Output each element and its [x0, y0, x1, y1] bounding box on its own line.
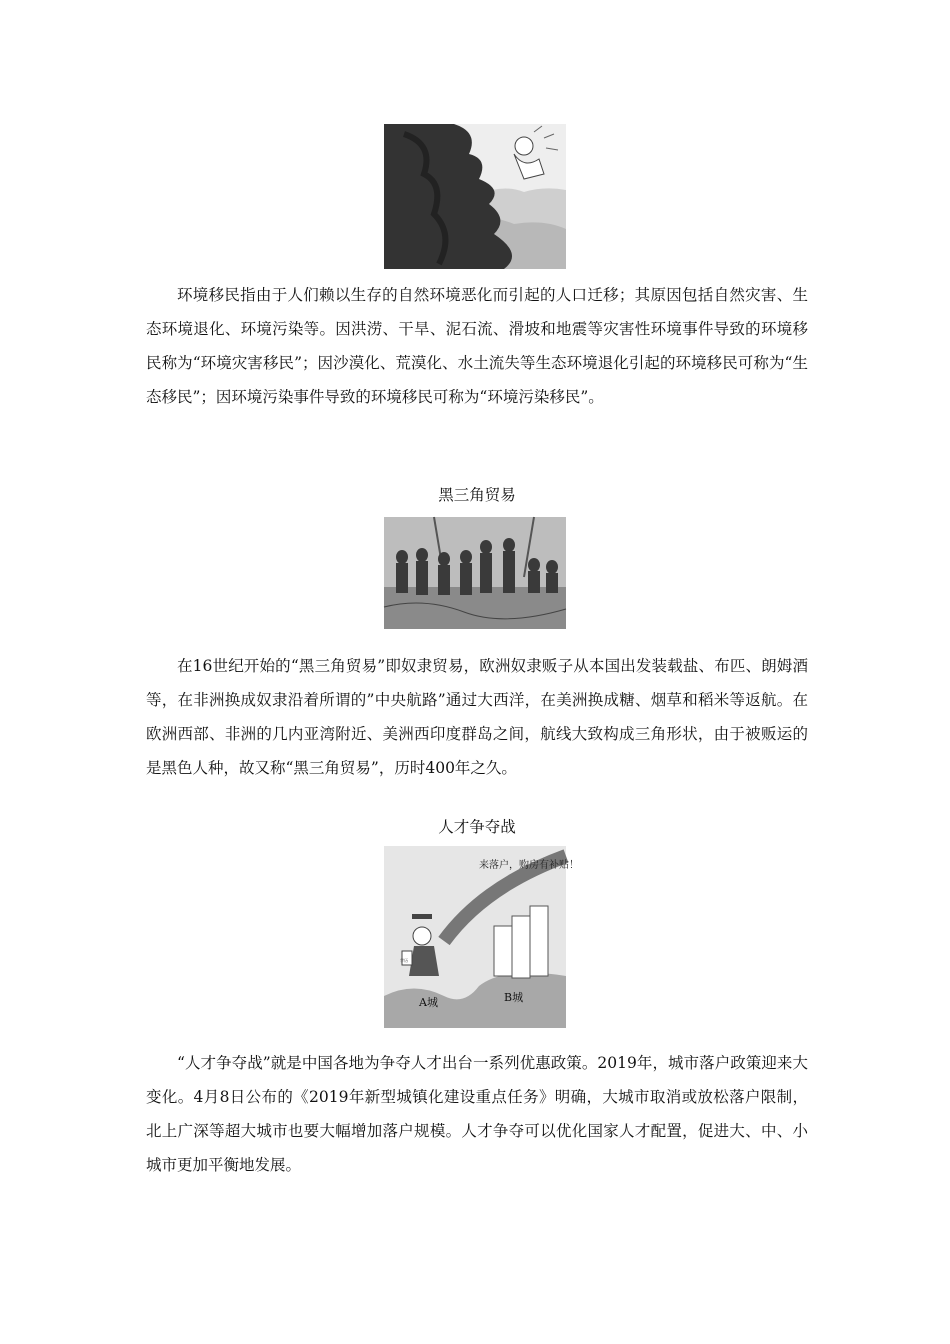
talent-war-paragraph: “人才争夺战”就是中国各地为争夺人才出台一系列优惠政策。2019年，城市落户政策迎来大变化。4月8日公布的《2019年新型城镇化建设重点任务》明确，大城市取消或放松落户限制，北上广深等超大城市也要大幅增加落户规模。人才争夺可以优化国家人才配置，促进大、中、小城市更加平衡地发展。	[146, 1054, 808, 1174]
environmental-migration-paragraph: 环境移民指由于人们赖以生存的自然环境恶化而引起的人口迁移；其原因包括自然灾害、生态环境退化、环境污染等。因洪涝、干旱、泥石流、滑坡和地震等灾害性环境事件导致的环境移民称为“环境灾害移民”；因沙漠化、荒漠化、水土流失等生态环境退化引起的环境移民可称为“生态移民”；因环境污染事件导致的环境移民可称为“环境污染移民”。	[146, 286, 808, 406]
talent-war-caption: 人才争夺战	[438, 818, 516, 836]
city-b-label: B城	[504, 991, 524, 1004]
talent-war-drawing	[384, 846, 579, 1028]
talent-war-illustration	[384, 846, 579, 1028]
environmental-migration-drawing	[384, 124, 566, 269]
slave-trade-drawing	[384, 517, 566, 629]
speech-text: 来落户，购房有补贴！	[479, 860, 579, 871]
book-label: 学历	[400, 958, 408, 963]
environmental-migration-illustration	[384, 124, 566, 269]
slave-trade-caption: 黑三角贸易	[438, 486, 516, 504]
city-a-label: A城	[419, 996, 438, 1009]
slave-trade-paragraph: 在16世纪开始的“黑三角贸易”即奴隶贸易，欧洲奴隶贩子从本国出发装载盐、布匹、朗姆酒等，在非洲换成奴隶沿着所谓的”中央航路”通过大西洋，在美洲换成糖、烟草和稻米等返航。在欧洲西部、非洲的几内亚湾附近、美洲西印度群岛之间，航线大致构成三角形状，由于被贩运的是黑色人种，故又称“黑三角贸易”，历时400年之久。	[146, 657, 808, 777]
slave-trade-illustration	[384, 517, 566, 629]
